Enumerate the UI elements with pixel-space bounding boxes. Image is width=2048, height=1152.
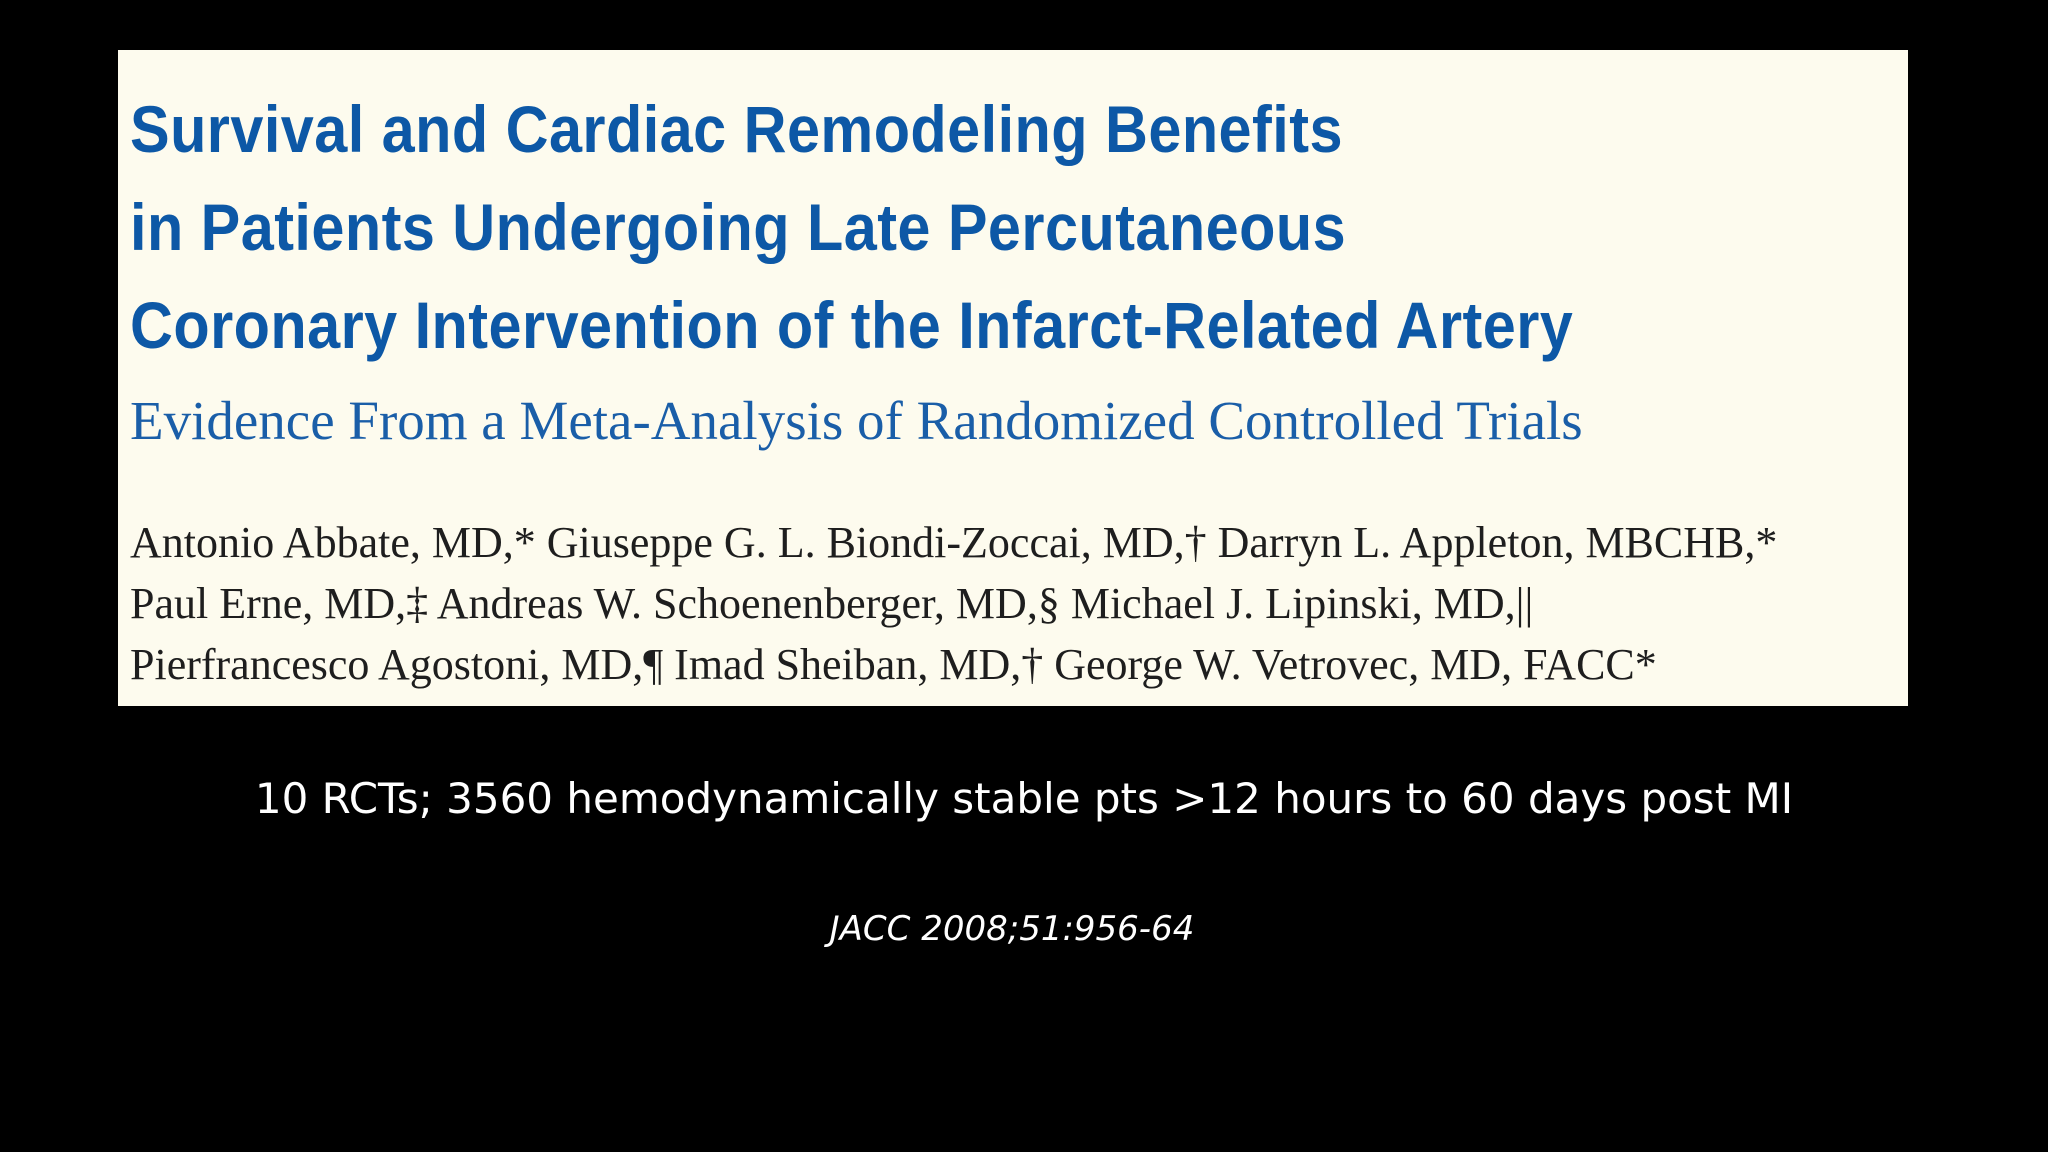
- article-title-line-2: in Patients Undergoing Late Percutaneous: [130, 190, 1347, 264]
- author-line-3: Pierfrancesco Agostoni, MD,¶ Imad Sheiban, MD,† George W. Vetrovec, MD, FACC*: [130, 640, 1657, 689]
- article-title-line-1: Survival and Cardiac Remodeling Benefits: [130, 92, 1343, 166]
- article-title: [130, 80, 1730, 374]
- article-subtitle: Evidence From a Meta-Analysis of Randomized Controlled Trials: [130, 390, 1583, 451]
- author-line-2: Paul Erne, MD,‡ Andreas W. Schoenenberger, MD,§ Michael J. Lipinski, MD,||: [130, 579, 1534, 628]
- journal-citation: JACC 2008;51:956-64: [829, 909, 1195, 949]
- article-title-line-3: Coronary Intervention of the Infarct-Related Artery: [130, 288, 1574, 362]
- article-header-image: [118, 50, 1908, 706]
- author-line-1: Antonio Abbate, MD,* Giuseppe G. L. Biondi-Zoccai, MD,† Darryn L. Appleton, MBCHB,*: [130, 518, 1778, 567]
- author-list: [130, 512, 1908, 695]
- study-summary: 10 RCTs; 3560 hemodynamically stable pts >12 hours to 60 days post MI: [254, 774, 1794, 823]
